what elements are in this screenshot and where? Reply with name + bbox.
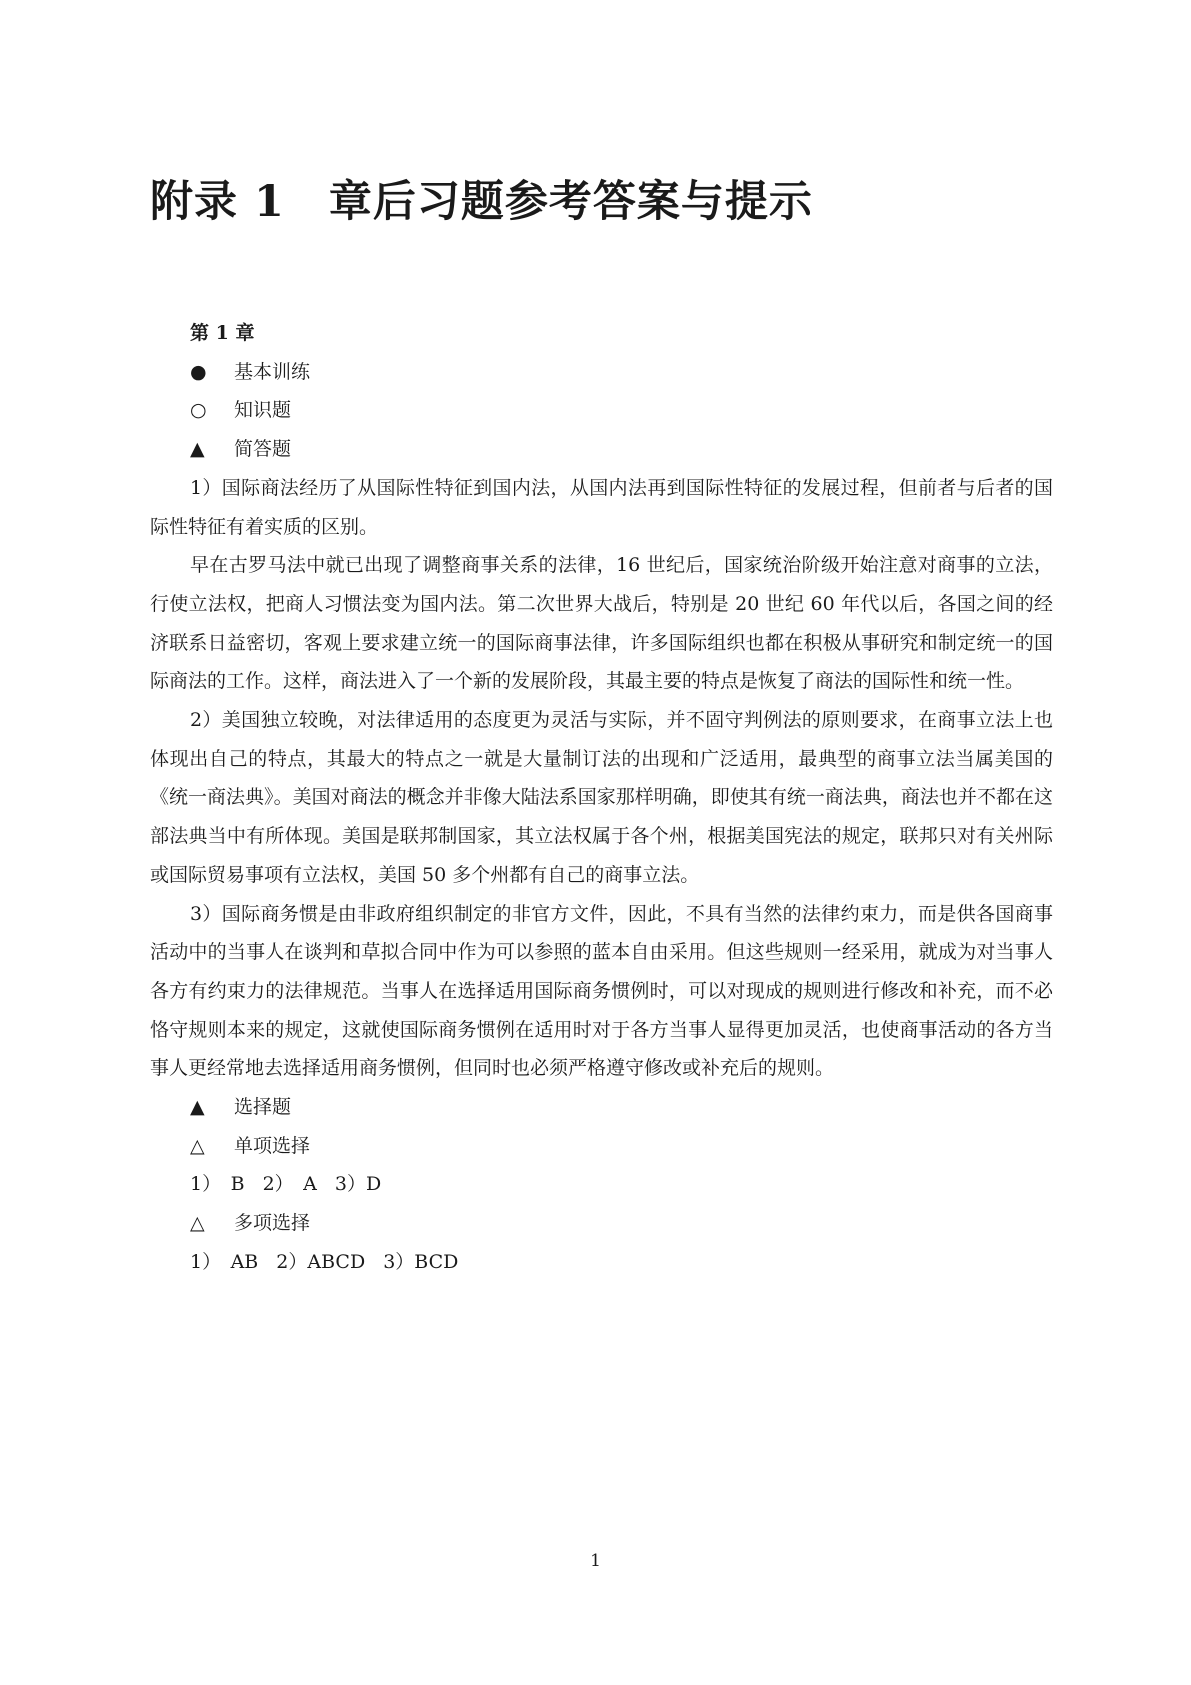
- single-answer-2: 2） A: [262, 1173, 317, 1196]
- multiple-choice-heading: [150, 1204, 1053, 1243]
- basic-training-label: 基本训练: [234, 360, 311, 383]
- filled-circle-icon: ●: [190, 360, 207, 383]
- choice-label: 选择题: [234, 1096, 292, 1119]
- knowledge-item: [150, 391, 1053, 430]
- single-choice-answers: [150, 1165, 1053, 1204]
- basic-training-item: [150, 353, 1053, 392]
- multiple-answer-3: 3）BCD: [383, 1250, 459, 1273]
- hollow-triangle-icon: △: [190, 1134, 205, 1157]
- page-number: 1: [590, 1551, 601, 1571]
- multiple-answer-1: 1） AB: [190, 1250, 259, 1273]
- knowledge-label: 知识题: [234, 399, 292, 422]
- answer-paragraph-1: 1）国际商法经历了从国际性特征到国内法，从国内法再到国际性特征的发展过程，但前者与后者的国际性特征有着实质的区别。: [150, 476, 1053, 538]
- answer-paragraph-3: 3）国际商务惯是由非政府组织制定的非官方文件，因此，不具有当然的法律约束力，而是供各国商事活动中的当事人在谈判和草拟合同中作为可以参照的蓝本自由采用。但这些规则一经采用，就成为对当事人各方有约束力的法律规范。当事人在选择适用国际商务惯例时，可以对现成的规则进行修改和补充，而不必恪守规则本来的规定，这就使国际商务惯例在适用时对于各方当事人显得更加灵活，也使商事活动的各方当事人更经常地去选择适用商务惯例，但同时也必须严格遵守修改或补充后的规则。: [150, 902, 1053, 1080]
- chapter-heading: 第 1 章: [190, 322, 255, 344]
- short-answer-label: 简答题: [234, 438, 292, 461]
- single-answer-3: 3）D: [334, 1173, 382, 1196]
- answer-paragraph-1-detail: 早在古罗马法中就已出现了调整商事关系的法律，16 世纪后，国家统治阶级开始注意对商事的立法，行使立法权，把商人习惯法变为国内法。第二次世界大战后，特别是 20 世纪 60 年代以后，各国之间的经济联系日益密切，客观上要求建立统一的国际商事法律，许多国际组织也都在积极从事研究和制定统一的国际商法的工作。这样，商法进入了一个新的发展阶段，其最主要的特点是恢复了商法的国际性和统一性。: [150, 554, 1053, 693]
- multiple-choice-label: 多项选择: [234, 1212, 311, 1235]
- page-body: [150, 314, 1053, 1282]
- hollow-circle-icon: ○: [190, 399, 207, 422]
- single-choice-heading: [150, 1127, 1053, 1166]
- single-answer-1: 1） B: [190, 1173, 245, 1196]
- page-title: 附录 1 章后习题参考答案与提示: [150, 177, 813, 227]
- filled-triangle-icon: ▲: [190, 1096, 205, 1119]
- short-answer-item: [150, 430, 1053, 469]
- single-choice-label: 单项选择: [234, 1134, 311, 1157]
- filled-triangle-icon: ▲: [190, 438, 205, 461]
- choice-heading: [150, 1088, 1053, 1127]
- multiple-answer-2: 2）ABCD: [276, 1250, 366, 1273]
- multiple-choice-answers: [150, 1243, 1053, 1282]
- answer-paragraph-2: 2）美国独立较晚，对法律适用的态度更为灵活与实际，并不固守判例法的原则要求，在商事立法上也体现出自己的特点，其最大的特点之一就是大量制订法的出现和广泛适用，最典型的商事立法当属美国的《统一商法典》。美国对商法的概念并非像大陆法系国家那样明确，即使其有统一商法典，商法也并不都在这部法典当中有所体现。美国是联邦制国家，其立法权属于各个州，根据美国宪法的规定，联邦只对有关州际或国际贸易事项有立法权，美国 50 多个州都有自己的商事立法。: [150, 709, 1053, 886]
- hollow-triangle-icon: △: [190, 1212, 205, 1235]
